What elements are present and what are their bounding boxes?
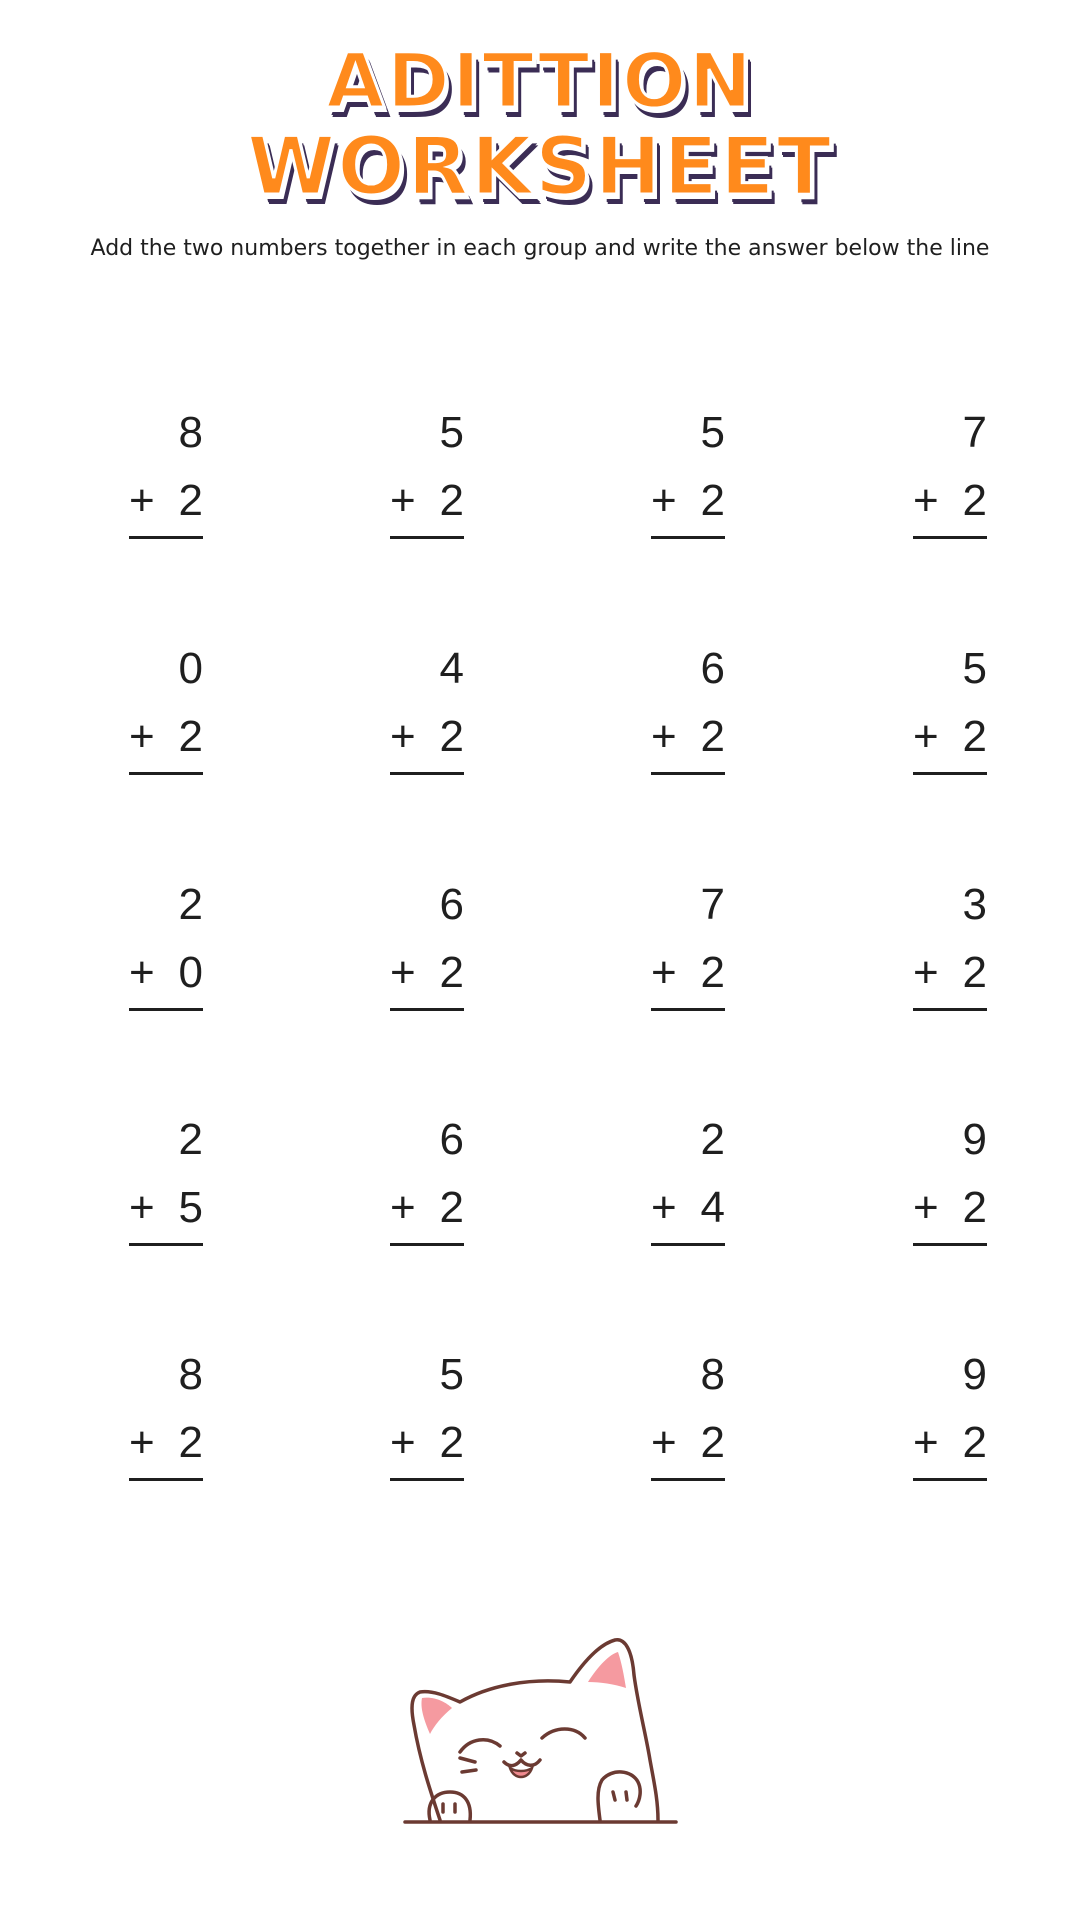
problem-bottom-number: 2	[439, 1418, 464, 1467]
answer-line	[651, 1243, 725, 1246]
problem-r4-c2	[390, 1115, 464, 1245]
problem-top-number: 2	[178, 1115, 203, 1164]
problem-r1-c1	[129, 408, 203, 538]
answer-line	[913, 1478, 987, 1481]
plus-sign: +	[129, 948, 155, 997]
plus-sign: +	[651, 1183, 677, 1232]
plus-sign: +	[129, 712, 155, 761]
plus-sign: +	[390, 712, 416, 761]
plus-sign: +	[913, 1418, 939, 1467]
answer-line	[390, 536, 464, 539]
answer-line	[913, 536, 987, 539]
problem-top-number: 5	[962, 644, 987, 693]
problem-r4-c4	[913, 1115, 987, 1245]
plus-sign: +	[129, 1183, 155, 1232]
problem-r3-c1	[129, 880, 203, 1010]
title-line-1: ADITTION	[325, 36, 755, 125]
problem-r5-c4	[913, 1350, 987, 1480]
problem-r1-c4	[913, 408, 987, 538]
problem-top-number: 8	[178, 1350, 203, 1399]
problem-r2-c3	[651, 644, 725, 774]
answer-line	[651, 1008, 725, 1011]
plus-sign: +	[390, 1418, 416, 1467]
problem-top-number: 5	[700, 408, 725, 457]
answer-line	[129, 1008, 203, 1011]
answer-line	[129, 772, 203, 775]
problem-bottom-number: 2	[962, 1418, 987, 1467]
plus-sign: +	[129, 1418, 155, 1467]
answer-line	[913, 1243, 987, 1246]
plus-sign: +	[913, 476, 939, 525]
plus-sign: +	[913, 1183, 939, 1232]
answer-line	[913, 1008, 987, 1011]
problem-bottom-number: 2	[439, 948, 464, 997]
problem-r4-c3	[651, 1115, 725, 1245]
problem-top-number: 7	[700, 880, 725, 929]
problem-top-number: 9	[962, 1115, 987, 1164]
problem-top-number: 6	[439, 880, 464, 929]
plus-sign: +	[651, 948, 677, 997]
problem-r3-c3	[651, 880, 725, 1010]
problem-r4-c1	[129, 1115, 203, 1245]
problem-r5-c1	[129, 1350, 203, 1480]
problem-bottom-number: 2	[700, 1418, 725, 1467]
problem-r2-c4	[913, 644, 987, 774]
problem-bottom-number: 2	[178, 712, 203, 761]
problem-top-number: 0	[178, 644, 203, 693]
plus-sign: +	[651, 712, 677, 761]
problem-top-number: 7	[962, 408, 987, 457]
problem-r2-c2	[390, 644, 464, 774]
problem-top-number: 2	[700, 1115, 725, 1164]
problem-bottom-number: 2	[962, 712, 987, 761]
problem-top-number: 6	[700, 644, 725, 693]
problem-r5-c2	[390, 1350, 464, 1480]
problem-r1-c2	[390, 408, 464, 538]
plus-sign: +	[129, 476, 155, 525]
problem-r3-c2	[390, 880, 464, 1010]
problem-bottom-number: 2	[962, 476, 987, 525]
plus-sign: +	[390, 1183, 416, 1232]
answer-line	[651, 536, 725, 539]
problem-bottom-number: 2	[962, 948, 987, 997]
problem-top-number: 6	[439, 1115, 464, 1164]
problem-top-number: 2	[178, 880, 203, 929]
answer-line	[129, 1243, 203, 1246]
answer-line	[913, 772, 987, 775]
problem-top-number: 4	[439, 644, 464, 693]
title-line-2: WORKSHEET	[246, 120, 834, 213]
plus-sign: +	[651, 1418, 677, 1467]
answer-line	[129, 536, 203, 539]
problem-bottom-number: 2	[439, 476, 464, 525]
plus-sign: +	[390, 948, 416, 997]
problem-top-number: 8	[700, 1350, 725, 1399]
problem-top-number: 3	[962, 880, 987, 929]
answer-line	[651, 1478, 725, 1481]
problem-bottom-number: 2	[439, 712, 464, 761]
problem-bottom-number: 5	[178, 1183, 203, 1232]
answer-line	[651, 772, 725, 775]
problem-r1-c3	[651, 408, 725, 538]
cat-icon	[400, 1630, 690, 1840]
problem-top-number: 5	[439, 408, 464, 457]
answer-line	[390, 772, 464, 775]
problem-bottom-number: 2	[700, 948, 725, 997]
answer-line	[390, 1243, 464, 1246]
problem-top-number: 5	[439, 1350, 464, 1399]
answer-line	[390, 1008, 464, 1011]
problem-bottom-number: 2	[700, 476, 725, 525]
plus-sign: +	[651, 476, 677, 525]
problem-r2-c1	[129, 644, 203, 774]
problem-top-number: 8	[178, 408, 203, 457]
problem-bottom-number: 2	[439, 1183, 464, 1232]
problem-bottom-number: 2	[962, 1183, 987, 1232]
problem-r5-c3	[651, 1350, 725, 1480]
plus-sign: +	[913, 712, 939, 761]
problem-r3-c4	[913, 880, 987, 1010]
problem-bottom-number: 0	[178, 948, 203, 997]
problem-bottom-number: 4	[700, 1183, 725, 1232]
problem-top-number: 9	[962, 1350, 987, 1399]
problem-bottom-number: 2	[700, 712, 725, 761]
problem-bottom-number: 2	[178, 476, 203, 525]
plus-sign: +	[913, 948, 939, 997]
answer-line	[390, 1478, 464, 1481]
answer-line	[129, 1478, 203, 1481]
instructions-text: Add the two numbers together in each group and write the answer below the line	[90, 236, 990, 261]
plus-sign: +	[390, 476, 416, 525]
problem-bottom-number: 2	[178, 1418, 203, 1467]
